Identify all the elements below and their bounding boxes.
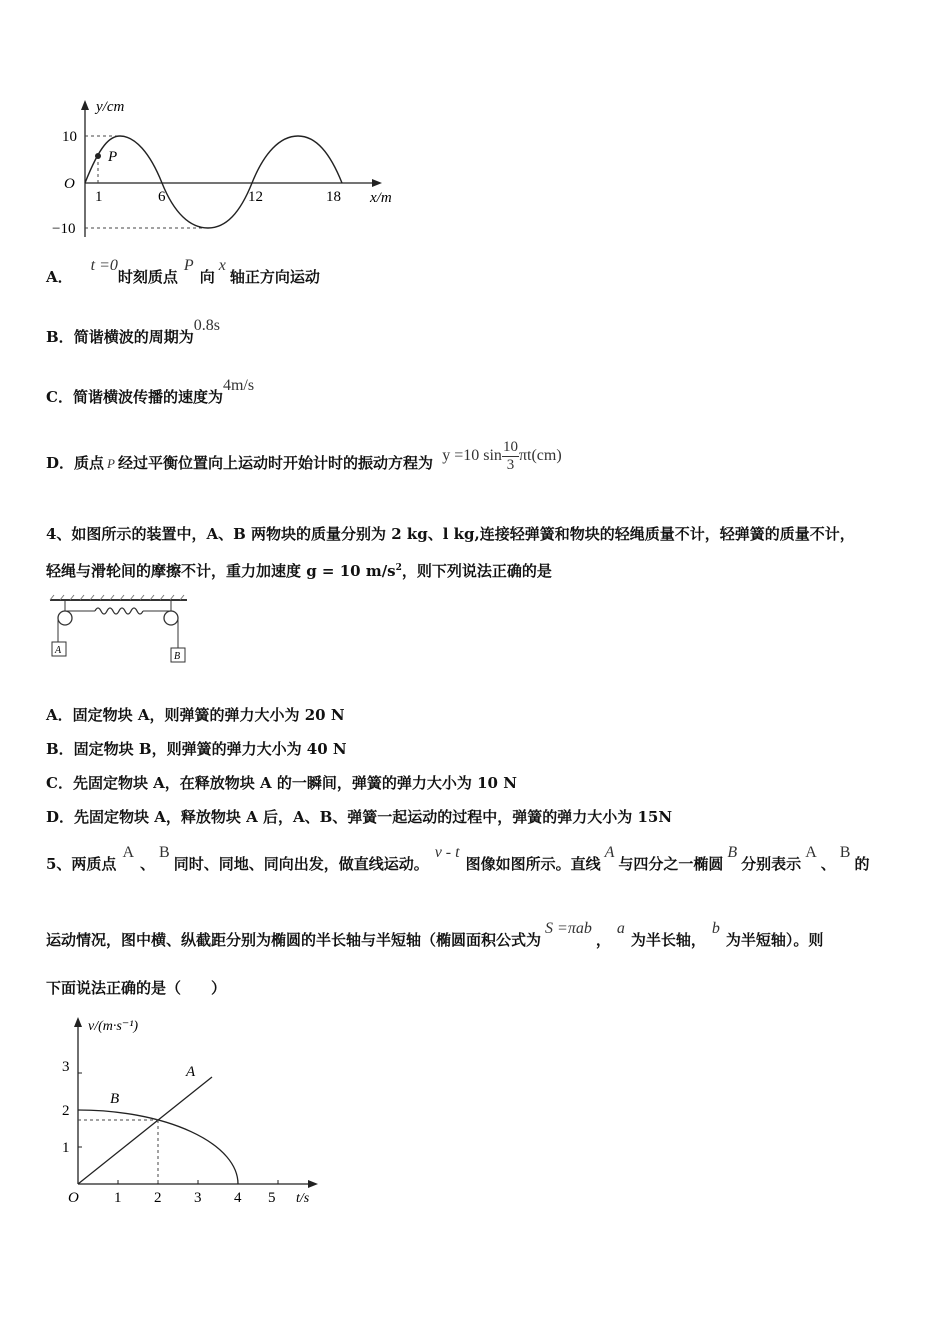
vt-y-axis-label: v/(m·s⁻¹) [88,1019,139,1034]
q3-option-d: D．质点 P 经过平衡位置向上运动时开始计时的振动方程为 y =10 sin $\frac{10}{3}$ πt(cm) [46,439,562,473]
vt-y-tick-1: 1 [62,1140,70,1156]
q4-option-d: D．先固定物块 A，释放物块 A 后，A、B、弹簧一起运动的过程中，弹簧的弹力大小为 15N [46,808,673,826]
point-p-label: P [108,149,118,165]
x-tick-1: 1 [95,189,103,205]
q4-option-c: C．先固定物块 A，在释放物块 A 的一瞬间，弹簧的弹力大小为 10 N [46,774,517,792]
vt-x-tick-3: 3 [194,1190,202,1206]
q4-option-b: B．固定物块 B，则弹簧的弹力大小为 40 N [46,740,347,758]
q4-stem-line1: 4、如图所示的装置中，A、B 两物块的质量分别为 2 kg、l kg,连接轻弹簧和物块的轻绳质量不计，轻弹簧的质量不计， [46,525,855,543]
x-tick-6: 6 [158,189,166,205]
vt-x-tick-1: 1 [114,1190,122,1206]
q5-stem-line2: 运动情况，图中横、纵截距分别为椭圆的半长轴与半短轴（椭圆面积公式为S =πab，a为半长轴，b为半短轴）。则 [46,920,824,949]
q3-option-a: A．t =0时刻质点P向x轴正方向运动 [46,257,320,286]
q4-stem-line2: 轻绳与滑轮间的摩擦不计，重力加速度 g = 10 $m/s^2$，则下列说法正确的是 [46,562,552,580]
block-b-label: B [174,651,181,662]
q3-option-b: B．简谐横波的周期为0.8s [46,317,220,346]
vt-y-tick-2: 2 [62,1103,70,1119]
pulley-spring-figure [45,588,195,666]
block-a-label: A [55,645,62,656]
vt-x-tick-5: 5 [268,1190,276,1206]
y-axis-label: y/cm [96,99,125,115]
q5-stem-line1: 5、两质点A、B同时、同地、同向出发，做直线运动。v - t图像如图所示。直线A与四分之一椭圆B分别表示A、B的 [46,844,870,873]
q4-option-a: A．固定物块 A，则弹簧的弹力大小为 20 N [46,706,345,724]
y-tick-10: 10 [62,129,77,145]
q3-option-c: C．简谐横波传播的速度为4m/s [46,377,255,406]
vt-origin-label: O [68,1190,79,1206]
wave-graph [40,95,420,245]
vt-x-axis-label: t/s [296,1191,310,1206]
origin-label: O [64,176,75,192]
vt-graph [50,1010,330,1215]
q5-stem-line3: 下面说法正确的是（ ） [46,979,227,997]
vt-x-tick-4: 4 [234,1190,242,1206]
vt-y-tick-3: 3 [62,1059,70,1075]
curve-b-label: B [110,1091,120,1107]
x-tick-18: 18 [326,189,341,205]
vt-x-tick-2: 2 [154,1190,162,1206]
x-axis-label: x/m [370,190,392,206]
line-a-label: A [186,1064,196,1080]
y-tick-neg10: −10 [52,221,76,237]
x-tick-12: 12 [248,189,263,205]
vibration-equation: y =10 sin $\frac{10}{3}$ πt(cm) [442,439,562,473]
